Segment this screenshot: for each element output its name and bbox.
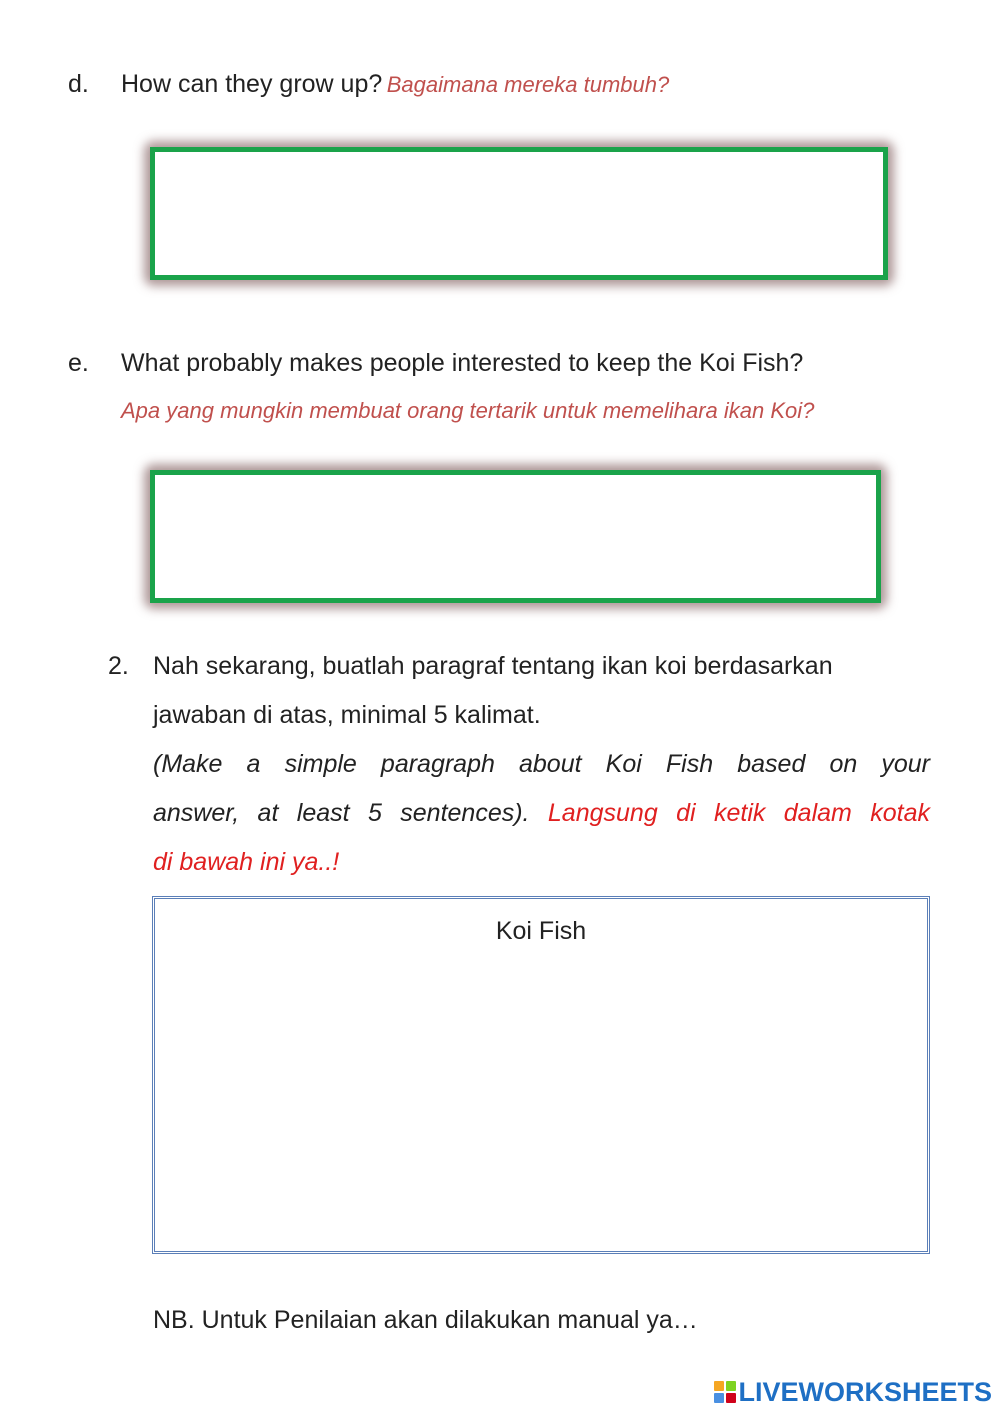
task-2-english-line-1: (Make a simple paragraph about Koi Fish based on your bbox=[153, 750, 930, 778]
liveworksheets-wordmark: LIVEWORKSHEETS bbox=[738, 1376, 992, 1407]
task-2-instruction-part-2: di bawah ini ya..! bbox=[153, 848, 340, 876]
answer-d-input[interactable] bbox=[150, 147, 888, 280]
task-2-line-1: Nah sekarang, buatlah paragraf tentang ikan koi berdasarkan bbox=[153, 652, 833, 680]
answer-e-frame bbox=[150, 470, 881, 603]
note-text: NB. Untuk Penilaian akan dilakukan manual ya… bbox=[153, 1306, 698, 1334]
paragraph-title: Koi Fish bbox=[495, 917, 587, 945]
question-d-text: How can they grow up? bbox=[121, 70, 383, 98]
task-2-english-line-2-text: answer, at least 5 sentences). bbox=[153, 799, 530, 827]
question-d-translation: Bagaimana mereka tumbuh? bbox=[386, 72, 670, 97]
task-2-english-line-2 bbox=[153, 799, 930, 828]
paragraph-box bbox=[152, 896, 930, 1254]
answer-e-input[interactable] bbox=[150, 470, 881, 603]
answer-d-frame bbox=[150, 147, 888, 280]
question-e-translation: Apa yang mungkin membuat orang tertarik untuk memelihara ikan Koi? bbox=[121, 398, 815, 423]
question-d bbox=[121, 70, 669, 99]
question-d-letter: d. bbox=[68, 70, 89, 98]
liveworksheets-brand bbox=[714, 1378, 992, 1406]
question-e-text: What probably makes people interested to keep the Koi Fish? bbox=[121, 349, 804, 377]
paragraph-input[interactable] bbox=[165, 961, 917, 1241]
task-2-line-2: jawaban di atas, minimal 5 kalimat. bbox=[153, 701, 541, 729]
task-2-number: 2. bbox=[108, 652, 129, 680]
liveworksheets-logo-icon bbox=[714, 1381, 736, 1403]
task-2-instruction-part-1: Langsung di ketik dalam kotak bbox=[547, 799, 930, 827]
question-e-letter: e. bbox=[68, 349, 89, 377]
